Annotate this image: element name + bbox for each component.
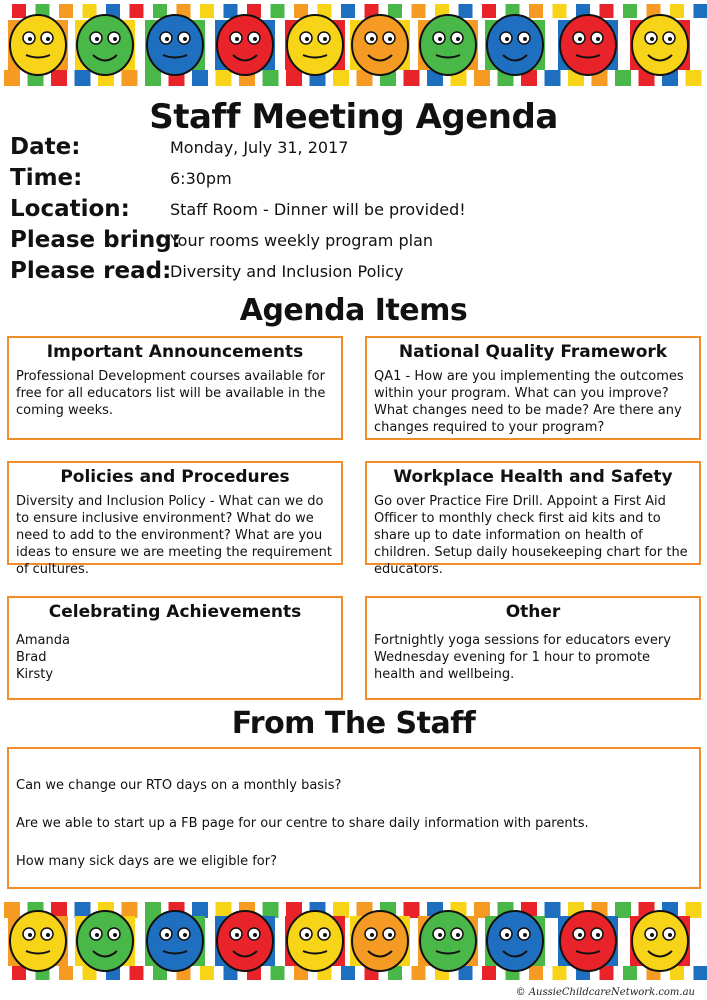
- decor-square: [286, 70, 302, 86]
- decor-square: [553, 966, 567, 980]
- page-title: Staff Meeting Agenda: [149, 97, 558, 137]
- decor-square: [216, 70, 232, 86]
- decor-square: [412, 966, 426, 980]
- cartoon-face-icon: [215, 15, 275, 75]
- decor-square: [59, 4, 73, 18]
- decor-square: [686, 70, 702, 86]
- decor-square: [271, 4, 285, 18]
- decor-square: [553, 4, 567, 18]
- please-read-value: Diversity and Inclusion Policy: [170, 262, 404, 281]
- decor-square: [615, 70, 631, 86]
- please-bring-label: Please bring:: [10, 227, 181, 253]
- decor-square: [145, 70, 161, 86]
- decor-square: [474, 70, 490, 86]
- achievement-name: Amanda: [16, 633, 70, 648]
- decor-square: [341, 966, 355, 980]
- cartoon-face-icon: [8, 15, 68, 75]
- agenda-box-body: Go over Practice Fire Drill. Appoint a First Aid Officer to monthly check first aid kits and to share up to date information on health of children. Setup daily housekeeping chart for the educators.: [374, 494, 688, 577]
- agenda-box-important-announcements: [7, 336, 343, 440]
- cartoon-face-icon: [558, 15, 618, 75]
- decor-square: [529, 4, 543, 18]
- decor-square: [12, 4, 26, 18]
- agenda-box-title: Policies and Procedures: [60, 467, 290, 487]
- agenda-box-celebrating-achievements: [7, 596, 343, 700]
- agenda-box-title: Celebrating Achievements: [48, 602, 302, 622]
- cartoon-face-icon: [350, 911, 410, 971]
- cartoon-face-icon: [485, 911, 545, 971]
- decor-square: [333, 70, 349, 86]
- decor-square: [51, 70, 67, 86]
- decor-square: [333, 902, 349, 918]
- decor-square: [545, 70, 561, 86]
- decor-square: [694, 4, 707, 18]
- decor-square: [670, 4, 684, 18]
- decor-square: [412, 4, 426, 18]
- agenda-box-body: Professional Development courses available for free for all educators list will be available in the coming weeks.: [16, 369, 326, 418]
- agenda-box-other: [365, 596, 701, 700]
- decor-square: [341, 4, 355, 18]
- agenda-box-body: QA1 - How are you implementing the outcomes within your program. What can you improve? What changes need to be made? Are there any changes required to your program?: [374, 369, 684, 435]
- cartoon-face-icon: [285, 15, 345, 75]
- decor-square: [192, 902, 208, 918]
- decor-square: [4, 70, 20, 86]
- cartoon-face-icon: [418, 15, 478, 75]
- achievement-name: Kirsty: [16, 667, 54, 682]
- decor-square: [192, 70, 208, 86]
- time-row: [10, 165, 700, 195]
- decor-square: [200, 4, 214, 18]
- agenda-box-title: Workplace Health and Safety: [393, 467, 673, 487]
- decor-square: [615, 902, 631, 918]
- cartoon-face-icon: [418, 911, 478, 971]
- agenda-box-body: Fortnightly yoga sessions for educators every Wednesday evening for 1 hour to promote health and wellbeing.: [374, 633, 671, 682]
- location-row: [10, 196, 700, 226]
- cartoon-faces-banner-bottom: [0, 896, 707, 988]
- decor-square: [459, 4, 473, 18]
- decor-square: [130, 966, 144, 980]
- staff-question: How many sick days are we eligible for?: [16, 854, 277, 869]
- decor-square: [529, 966, 543, 980]
- cartoon-face-icon: [145, 15, 205, 75]
- please-read-label: Please read:: [10, 258, 172, 284]
- please-read-row: [10, 258, 700, 288]
- copyright-text: © AussieChildcareNetwork.com.au: [515, 987, 695, 998]
- date-row: [10, 134, 700, 164]
- agenda-box-national-quality-framework: [365, 336, 701, 440]
- cartoon-face-icon: [215, 911, 275, 971]
- cartoon-face-icon: [630, 15, 690, 75]
- decor-square: [59, 966, 73, 980]
- decor-square: [130, 4, 144, 18]
- agenda-box-title: Important Announcements: [46, 342, 304, 362]
- decor-square: [404, 902, 420, 918]
- decor-square: [686, 902, 702, 918]
- decor-square: [600, 4, 614, 18]
- decor-square: [122, 70, 138, 86]
- staff-question: Are we able to start up a FB page for our centre to share daily information with parents.: [16, 816, 589, 831]
- cartoon-face-icon: [75, 15, 135, 75]
- agenda-box-body: Diversity and Inclusion Policy - What can we do to ensure inclusive environment? What do we need to add to the environment? What are you ideas to ensure we are meeting the requirement of cultures.: [16, 494, 332, 577]
- decor-square: [623, 966, 637, 980]
- staff-question: Can we change our RTO days on a monthly basis?: [16, 778, 342, 793]
- decor-square: [545, 902, 561, 918]
- agenda-heading: Agenda Items: [239, 293, 468, 328]
- time-label: Time:: [10, 165, 83, 191]
- date-value: Monday, July 31, 2017: [170, 138, 349, 157]
- cartoon-face-icon: [485, 15, 545, 75]
- cartoon-face-icon: [8, 911, 68, 971]
- from-the-staff-heading: From The Staff: [231, 706, 476, 741]
- please-bring-value: Your rooms weekly program plan: [170, 231, 434, 250]
- decor-square: [623, 4, 637, 18]
- please-bring-row: [10, 227, 700, 257]
- agenda-box-body: [9, 632, 341, 683]
- decor-square: [4, 902, 20, 918]
- time-value: 6:30pm: [170, 169, 232, 188]
- staff-questions-box: [7, 747, 701, 889]
- achievement-name: Brad: [16, 650, 47, 665]
- location-label: Location:: [10, 196, 130, 222]
- cartoon-face-icon: [558, 911, 618, 971]
- agenda-box-policies-and-procedures: [7, 461, 343, 577]
- agenda-box-title: National Quality Framework: [398, 342, 668, 362]
- decor-square: [75, 902, 91, 918]
- cartoon-face-icon: [630, 911, 690, 971]
- decor-square: [482, 4, 496, 18]
- agenda-box-workplace-health-and-safety: [365, 461, 701, 577]
- cartoon-face-icon: [285, 911, 345, 971]
- decor-square: [263, 70, 279, 86]
- decor-square: [83, 4, 97, 18]
- cartoon-face-icon: [350, 15, 410, 75]
- decor-square: [482, 966, 496, 980]
- agenda-box-title: Other: [505, 602, 561, 622]
- decor-square: [694, 966, 707, 980]
- decor-square: [404, 70, 420, 86]
- cartoon-faces-banner-top: [0, 0, 707, 92]
- cartoon-face-icon: [145, 911, 205, 971]
- decor-square: [271, 966, 285, 980]
- decor-square: [122, 902, 138, 918]
- decor-square: [474, 902, 490, 918]
- location-value: Staff Room - Dinner will be provided!: [170, 200, 466, 219]
- decor-square: [200, 966, 214, 980]
- decor-square: [263, 902, 279, 918]
- cartoon-face-icon: [75, 911, 135, 971]
- date-label: Date:: [10, 134, 81, 160]
- decor-square: [75, 70, 91, 86]
